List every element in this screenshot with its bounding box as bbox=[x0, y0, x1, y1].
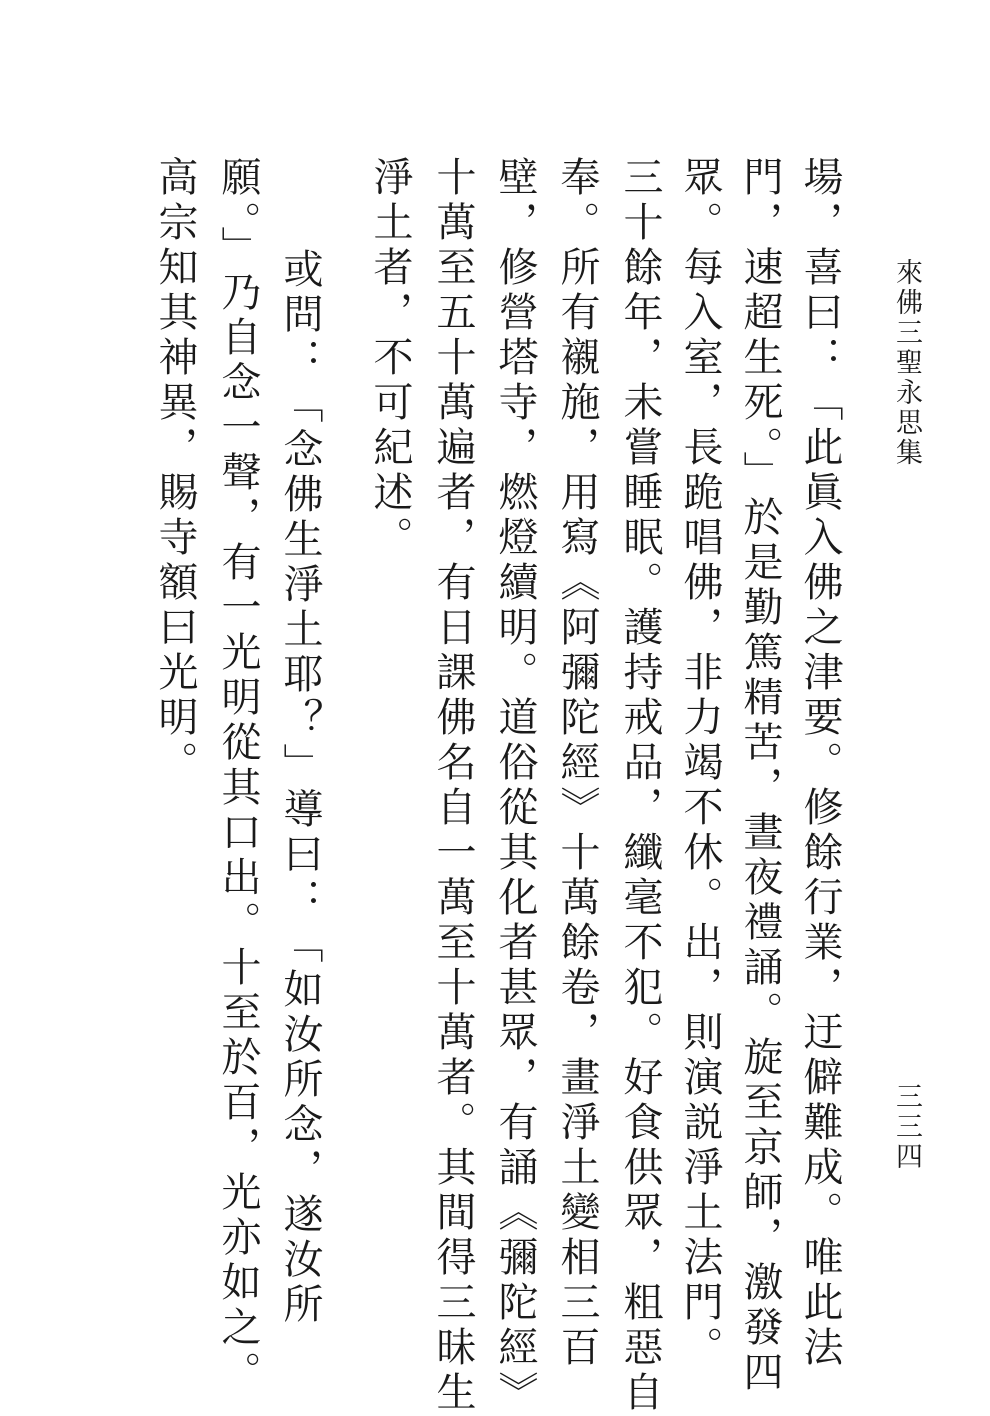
text-column: 淨土者，不可紀述。 bbox=[367, 156, 413, 561]
text-column: 十萬至五十萬遍者，有日課佛名自一萬至十萬者。其間得三昧生 bbox=[430, 156, 476, 1416]
text-column: 眾。每入室，長跪唱佛，非力竭不休。出，則演説淨土法門。 bbox=[677, 156, 723, 1371]
text-column: 門，速超生死。」於是勤篤精苦，晝夜禮誦。旋至京師，激發四 bbox=[737, 156, 783, 1396]
text-column: 場，喜曰：「此眞入佛之津要。修餘行業，迂僻難成。唯此法 bbox=[797, 156, 843, 1371]
page-number: 三三四 bbox=[891, 1082, 922, 1172]
text-column: 三十餘年，未嘗睡眠。護持戒品，纖毫不犯。好食供眾，粗惡自 bbox=[617, 156, 663, 1416]
text-column: 高宗知其神異，賜寺額曰光明。 bbox=[152, 156, 198, 786]
text-column: 或問：「念佛生淨土耶？」導曰：「如汝所念，遂汝所 bbox=[277, 248, 323, 1328]
text-column: 願。」乃自念一聲，有一光明從其口出。十至於百，光亦如之。 bbox=[215, 156, 261, 1396]
running-title: 來佛三聖永思集 bbox=[891, 258, 922, 468]
text-column: 奉。所有襯施，用寫《阿彌陀經》十萬餘卷，畫淨土變相三百 bbox=[554, 156, 600, 1371]
text-column: 壁，修營塔寺，燃燈續明。道俗從其化者甚眾，有誦《彌陀經》 bbox=[492, 156, 538, 1416]
